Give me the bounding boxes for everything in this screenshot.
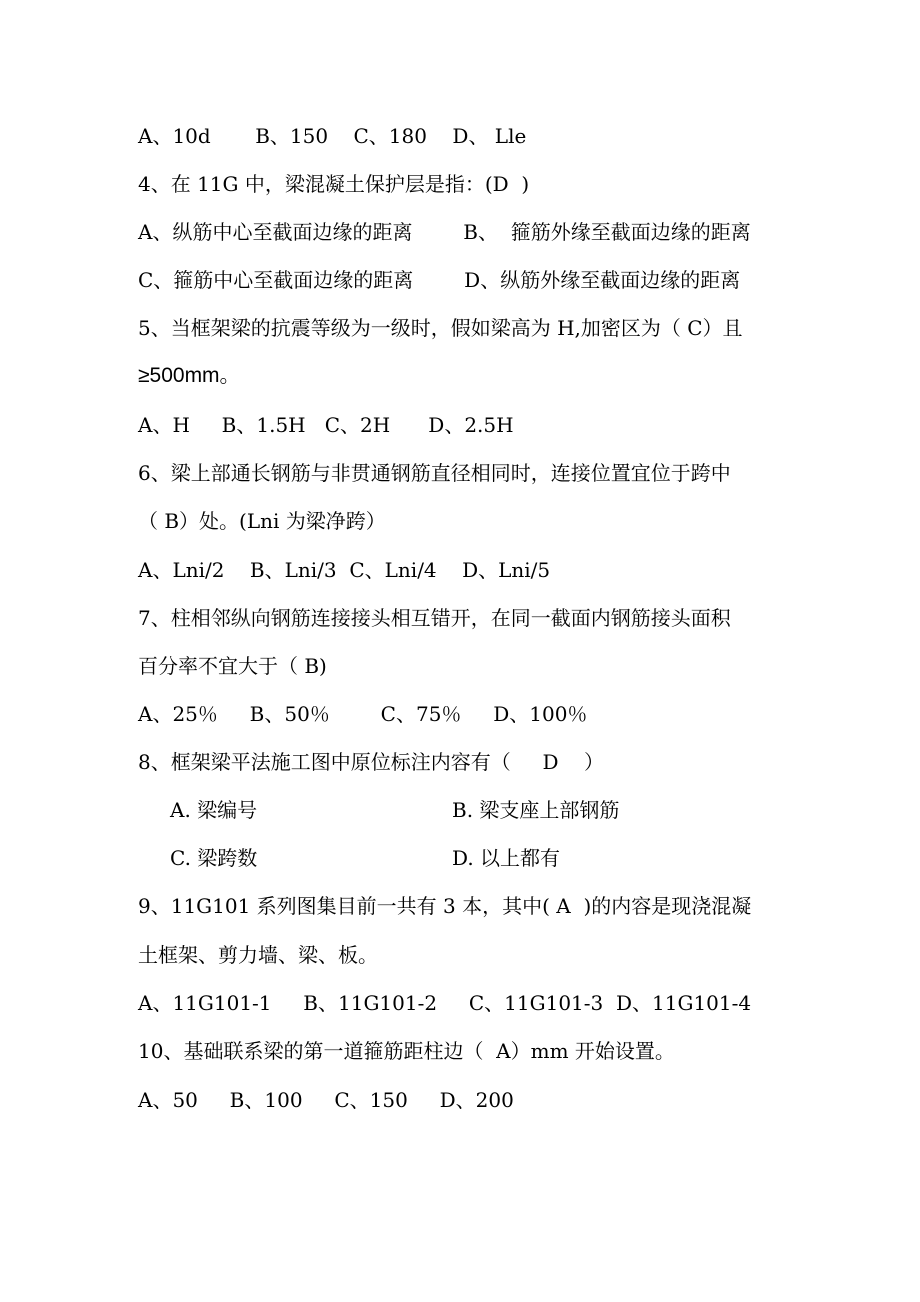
q9-stem-line2: 土框架、剪力墙、梁、板。 [138,943,378,967]
q7-stem-line1: 7、柱相邻纵向钢筋连接接头相互错开，在同一截面内钢筋接头面积 [138,606,731,630]
q8-option-a: A. 梁编号 [170,798,258,822]
q4-options-cd: C、箍筋中心至截面边缘的距离 D、纵筋外缘至截面边缘的距离 [138,268,741,292]
q8-option-d: D. 以上都有 [452,846,561,870]
q4-stem: 4、在 11G 中，梁混凝土保护层是指：(D ) [138,172,530,196]
q3-options: A、10d B、150 C、180 D、 Lle [138,124,527,148]
q6-stem-line1: 6、梁上部通长钢筋与非贯通钢筋直径相同时，连接位置宜位于跨中 [138,461,731,485]
q8-option-c: C. 梁跨数 [170,846,258,870]
q9-stem-line1: 9、11G101 系列图集目前一共有 3 本，其中( A )的内容是现浇混凝 [138,894,752,918]
q10-stem: 10、基础联系梁的第一道箍筋距柱边（ A）mm 开始设置。 [138,1039,675,1063]
q7-stem-line2: 百分率不宜大于（ B) [138,654,327,678]
q6-stem-line2: （ B）处。(Lni 为梁净跨） [138,509,386,533]
q8-option-b: B. 梁支座上部钢筋 [452,798,620,822]
q4-options-ab: A、纵筋中心至截面边缘的距离 B、 箍筋外缘至截面边缘的距离 [138,220,751,244]
q6-options: A、Lni/2 B、Lni/3 C、Lni/4 D、Lni/5 [138,558,551,582]
q7-options: A、25％ B、50％ C、75％ D、100％ [138,702,588,726]
q10-options: A、50 B、100 C、150 D、200 [138,1088,514,1112]
q9-options: A、11G101-1 B、11G101-2 C、11G101-3 D、11G101-4 [138,991,752,1015]
q5-options: A、H B、1.5H C、2H D、2.5H [138,413,514,437]
q8-stem: 8、框架梁平法施工图中原位标注内容有（ D ） [138,750,604,774]
q5-stem-line1: 5、当框架梁的抗震等级为一级时，假如梁高为 H,加密区为（ C）且 [138,316,743,340]
q5-stem-line2: ≥500mm。 [138,364,241,387]
